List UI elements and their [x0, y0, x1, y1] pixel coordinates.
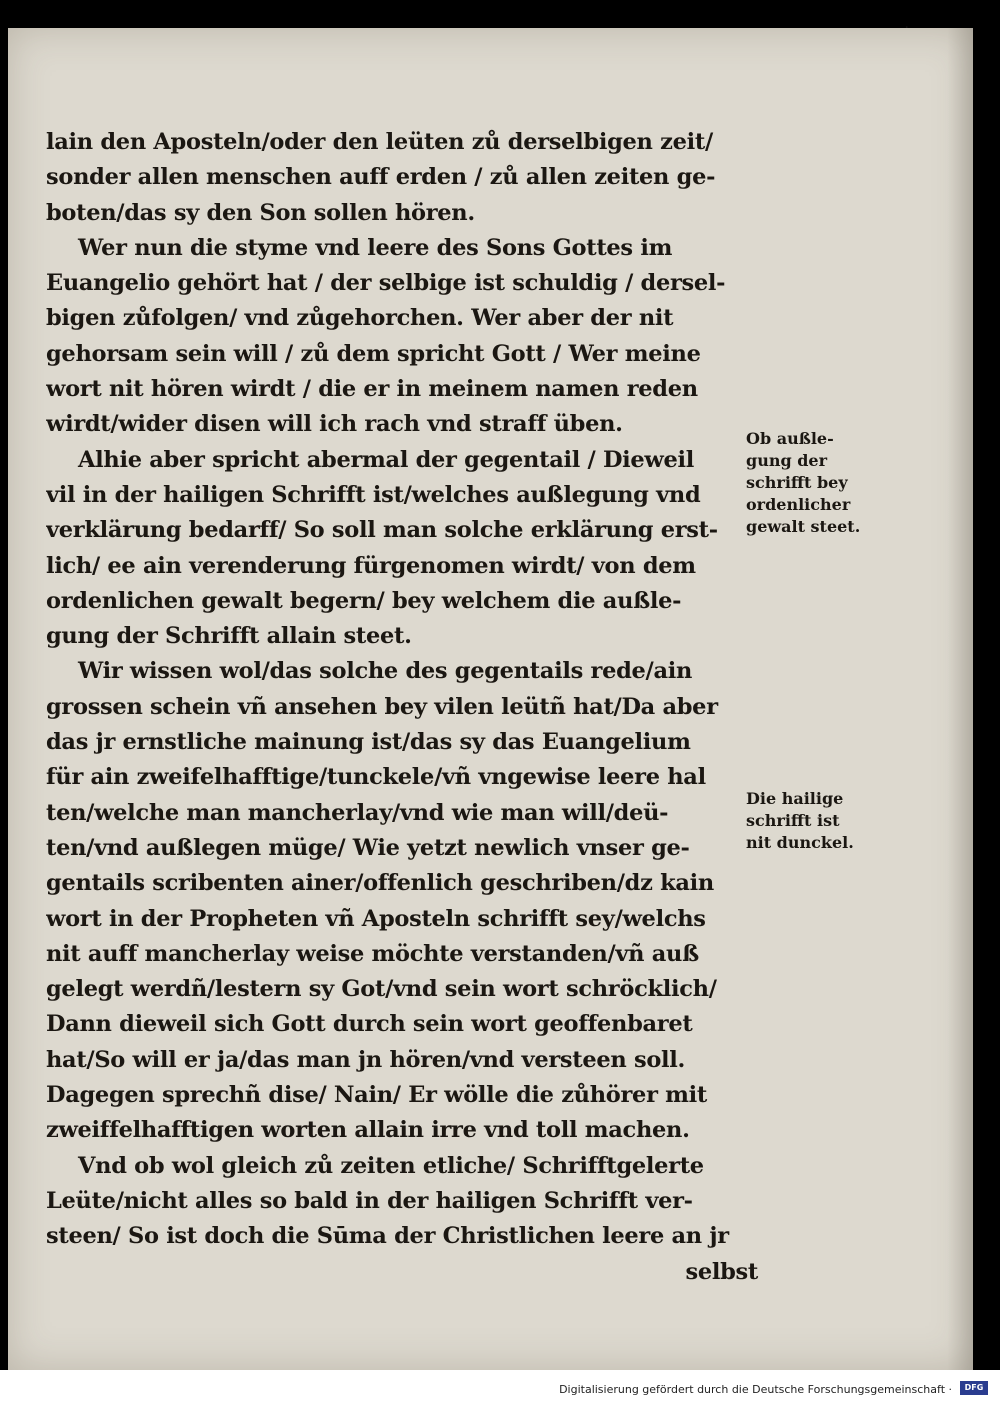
text-line: Leüte/nicht alles so bald in der hailigen Schrifft ver-	[46, 1187, 693, 1214]
text-line: hat/So will er ja/das man jn hören/vnd versteen soll.	[46, 1046, 686, 1073]
text-line: bigen zůfolgen/ vnd zůgehorchen. Wer aber der nit	[46, 305, 674, 332]
marginal-note-line: schrifft bey	[746, 473, 848, 492]
text-line: vil in der hailigen Schrifft ist/welches außlegung vnd	[46, 481, 701, 508]
text-line: Dagegen sprechñ dise/ Nain/ Er wölle die zůhörer mit	[46, 1082, 708, 1109]
text-line: gung der Schrifft allain steet.	[46, 623, 412, 650]
marginal-note-line: nit dunckel.	[746, 833, 854, 852]
marginal-note-line: Ob außle-	[746, 429, 834, 448]
text-line: boten/das sy den Son sollen hören.	[46, 199, 475, 226]
text-line: ten/welche man mancherlay/vnd wie man will/deü-	[46, 799, 669, 826]
corner-mark: ·	[904, 20, 909, 36]
text-line: gentails scribenten ainer/offenlich geschriben/dz kain	[46, 870, 714, 897]
text-line: das jr ernstliche mainung ist/das sy das Euangelium	[46, 729, 691, 756]
marginal-note	[746, 428, 860, 538]
text-line: grossen schein vñ ansehen bey vilen leütñ hat/Da aber	[46, 693, 718, 720]
text-line: gehorsam sein will / zů dem spricht Gott / Wer meine	[46, 340, 701, 367]
text-line: Alhie aber spricht abermal der gegentail / Dieweil	[78, 446, 695, 473]
text-line: lich/ ee ain verenderung fürgenomen wirdt/ von dem	[46, 552, 696, 579]
marginal-note-line: Die hailige	[746, 789, 844, 808]
page-edge-shadow	[947, 28, 973, 1370]
text-line: ordenlichen gewalt begern/ bey welchem die außle-	[46, 587, 682, 614]
text-line: Euangelio gehört hat / der selbige ist schuldig / dersel-	[46, 270, 726, 297]
marginal-note-line: gewalt steet.	[746, 517, 861, 536]
marginal-note-line: schrifft ist	[746, 811, 840, 830]
marginal-note-line: gung der	[746, 451, 828, 470]
text-line: Wer nun die styme vnd leere des Sons Gottes im	[78, 234, 673, 261]
funding-credit: Digitalisierung gefördert durch die Deutsche Forschungsgemeinschaft ·	[559, 1383, 952, 1396]
text-line: wort nit hören wirdt / die er in meinem namen reden	[46, 376, 698, 403]
text-line: wort in der Propheten vñ Aposteln schrifft sey/welchs	[46, 905, 706, 932]
main-text-block	[46, 125, 766, 1290]
catchword: selbst	[685, 1258, 758, 1285]
text-line: zweiffelhafftigen worten allain irre vnd toll machen.	[46, 1117, 690, 1144]
text-line: steen/ So ist doch die Sūma der Christlichen leere an jr	[46, 1223, 729, 1250]
text-line: für ain zweifelhafftige/tunckele/vñ vngewise leere hal	[46, 764, 706, 791]
text-line: ten/vnd außlegen müge/ Wie yetzt newlich vnser ge-	[46, 834, 690, 861]
text-line: sonder allen menschen auff erden / zů allen zeiten ge-	[46, 164, 716, 191]
dfg-logo: DFG	[960, 1381, 988, 1395]
text-line: Wir wissen wol/das solche des gegentails rede/ain	[78, 658, 693, 685]
text-line: gelegt werdñ/lestern sy Got/vnd sein wort schröcklich/	[46, 976, 717, 1003]
text-line: lain den Aposteln/oder den leüten zů derselbigen zeit/	[46, 129, 713, 155]
footer-bar	[0, 1370, 1000, 1413]
text-line: Vnd ob wol gleich zů zeiten etliche/ Schrifftgelerte	[78, 1152, 704, 1179]
text-line: Dann dieweil sich Gott durch sein wort geoffenbaret	[46, 1011, 693, 1038]
marginal-note	[746, 788, 854, 854]
book-page	[8, 20, 973, 1370]
text-line: wirdt/wider disen will ich rach vnd straff üben.	[46, 411, 623, 438]
text-line: nit auff mancherlay weise möchte verstanden/vñ auß	[46, 940, 699, 967]
marginal-note-line: ordenlicher	[746, 495, 851, 514]
text-line: verklärung bedarff/ So soll man solche erklärung erst-	[46, 517, 718, 544]
